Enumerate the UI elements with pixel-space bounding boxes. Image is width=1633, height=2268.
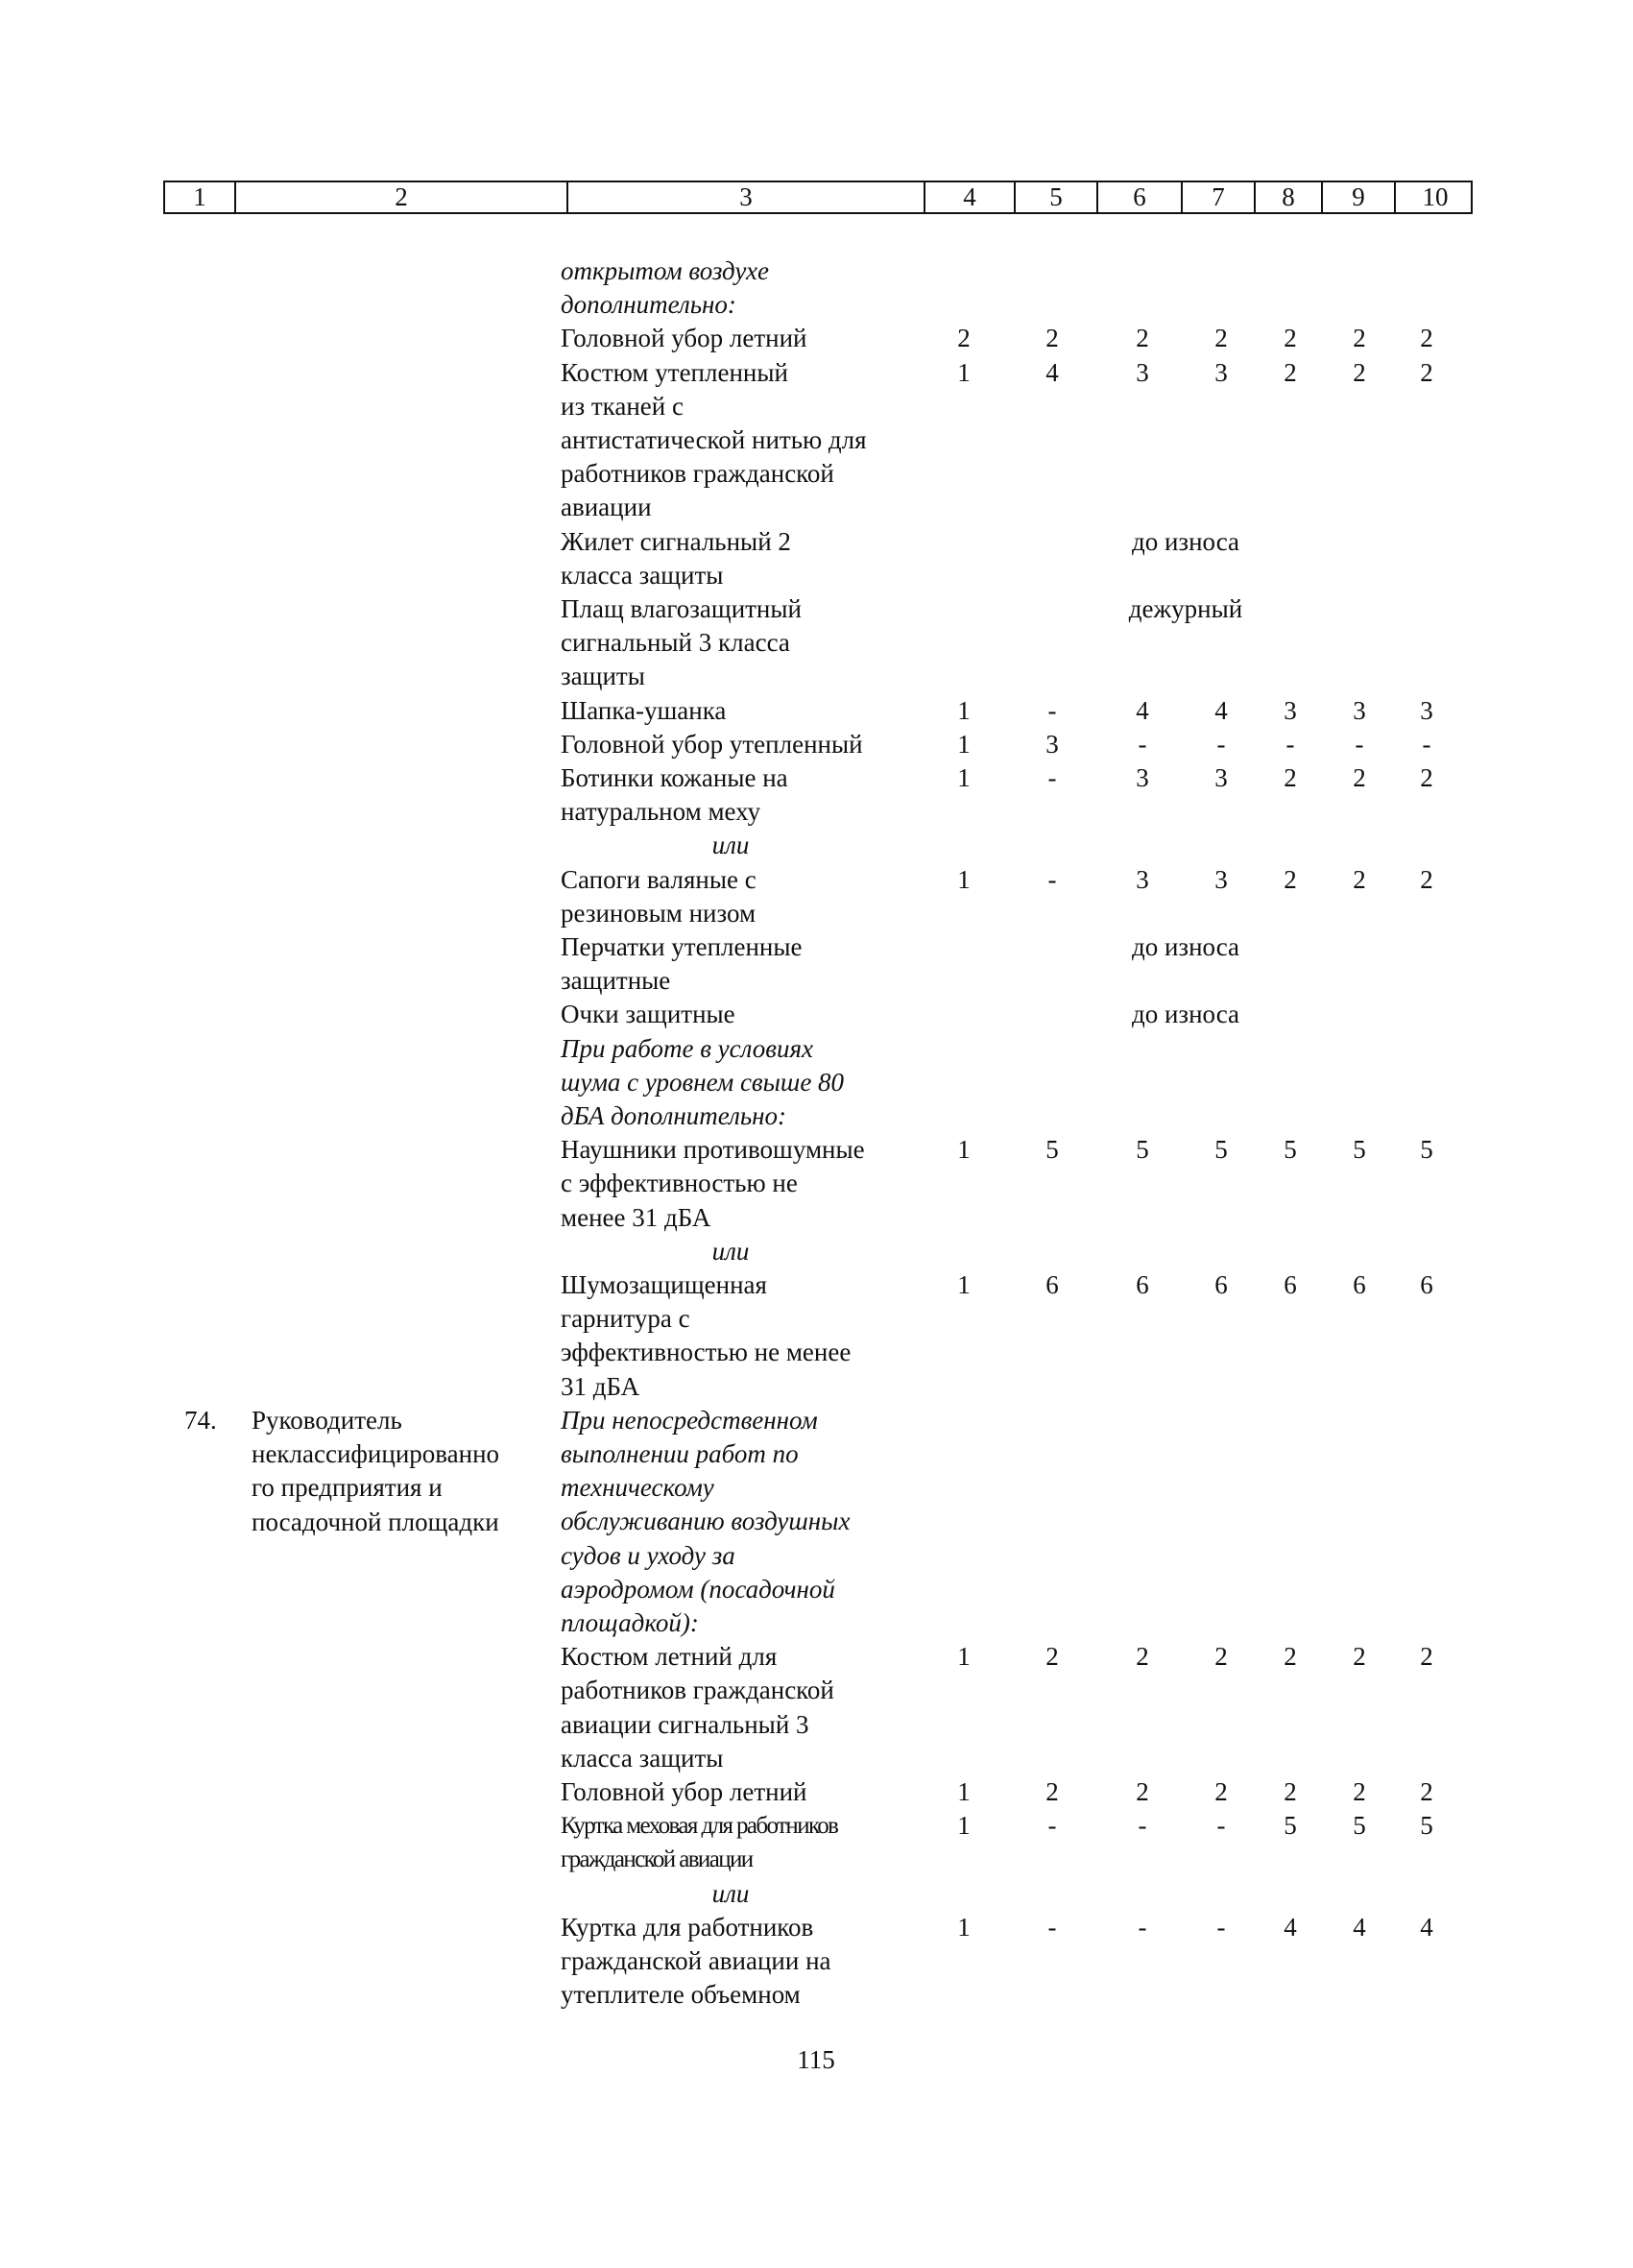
position-title-line: го предприятия и (252, 1473, 443, 1502)
value-col-8: 2 (1284, 865, 1297, 894)
value-col-4: 2 (957, 324, 971, 352)
wear-term-span: до износа (1131, 527, 1240, 556)
item-text: гражданской авиации на (561, 1946, 831, 1975)
value-col-5: 3 (1045, 730, 1059, 759)
value-col-5: - (1047, 865, 1057, 894)
item-text: работников гражданской (561, 459, 834, 488)
value-col-9: 2 (1353, 1642, 1366, 1671)
value-col-4: 1 (957, 1811, 971, 1840)
value-col-5: 2 (1045, 1777, 1059, 1806)
item-text: дБА дополнительно: (561, 1101, 787, 1130)
value-col-8: 2 (1284, 324, 1297, 352)
value-col-9: 2 (1353, 865, 1366, 894)
value-col-5: 2 (1045, 324, 1059, 352)
value-col-9: 3 (1353, 696, 1366, 725)
value-col-10: 3 (1420, 696, 1433, 725)
value-col-6: - (1138, 730, 1147, 759)
value-col-10: 2 (1420, 358, 1433, 387)
position-title-line: посадочной площадки (252, 1508, 499, 1536)
item-text: защиты (561, 662, 645, 690)
item-text: класса защиты (561, 561, 724, 590)
value-col-10: 2 (1420, 1642, 1433, 1671)
value-col-10: 2 (1420, 1777, 1433, 1806)
value-col-5: 6 (1045, 1270, 1059, 1299)
value-col-10: 2 (1420, 763, 1433, 792)
value-col-8: 6 (1284, 1270, 1297, 1299)
item-text: техническому (561, 1473, 714, 1502)
item-text: Наушники противошумные (561, 1135, 865, 1164)
value-col-7: 2 (1214, 324, 1228, 352)
value-col-8: 3 (1284, 696, 1297, 725)
value-col-4: 1 (957, 1913, 971, 1942)
value-col-8: - (1285, 730, 1295, 759)
header-cell-4: 4 (924, 182, 1014, 212)
item-text: гарнитура с (561, 1304, 690, 1333)
item-text: Перчатки утепленные (561, 932, 803, 961)
value-col-4: 1 (957, 1777, 971, 1806)
value-col-6: - (1138, 1811, 1147, 1840)
value-col-9: 2 (1353, 1777, 1366, 1806)
item-text: Куртка для работников (561, 1913, 814, 1942)
item-text: с эффективностью не (561, 1169, 798, 1197)
value-col-4: 1 (957, 358, 971, 387)
item-text: площадкой): (561, 1608, 699, 1637)
item-text: защитные (561, 966, 671, 995)
item-text: антистатической нитью для (561, 425, 867, 454)
value-col-8: 5 (1284, 1135, 1297, 1164)
wear-term-span: дежурный (1128, 594, 1243, 623)
header-cell-5: 5 (1014, 182, 1096, 212)
item-text: утеплителе объемном (561, 1980, 801, 2009)
value-col-7: 2 (1214, 1642, 1228, 1671)
value-col-6: 2 (1136, 1777, 1149, 1806)
header-cell-10: 10 (1394, 182, 1475, 212)
item-text: дополнительно: (561, 290, 736, 319)
item-text: шума с уровнем свыше 80 (561, 1068, 845, 1097)
value-col-5: 5 (1045, 1135, 1059, 1164)
item-text: Головной убор летний (561, 324, 807, 352)
value-col-5: - (1047, 1913, 1057, 1942)
value-col-10: 5 (1420, 1135, 1433, 1164)
value-col-9: 2 (1353, 358, 1366, 387)
wear-term-span: до износа (1131, 1000, 1240, 1028)
wear-term-span: до износа (1131, 932, 1240, 961)
value-col-8: 2 (1284, 1777, 1297, 1806)
item-text: выполнении работ по (561, 1439, 799, 1468)
value-col-4: 1 (957, 696, 971, 725)
item-text: судов и уходу за (561, 1541, 735, 1570)
value-col-6: 5 (1136, 1135, 1149, 1164)
header-cell-8: 8 (1254, 182, 1321, 212)
item-text: натуральном меху (561, 797, 761, 826)
value-col-4: 1 (957, 1642, 971, 1671)
value-col-4: 1 (957, 1270, 971, 1299)
value-col-7: 3 (1214, 865, 1228, 894)
value-col-6: 6 (1136, 1270, 1149, 1299)
value-col-8: 2 (1284, 763, 1297, 792)
value-col-10: - (1422, 730, 1431, 759)
value-col-6: 3 (1136, 358, 1149, 387)
item-text: При непосредственном (561, 1406, 818, 1435)
value-col-6: 4 (1136, 696, 1149, 725)
value-col-7: 3 (1214, 358, 1228, 387)
value-col-9: 2 (1353, 324, 1366, 352)
value-col-9: 2 (1353, 763, 1366, 792)
position-title-line: Руководитель (252, 1406, 402, 1435)
position-title-line: неклассифицированно (252, 1439, 500, 1468)
page-number: 115 (797, 2045, 835, 2074)
value-col-8: 2 (1284, 1642, 1297, 1671)
item-text: резиновым низом (561, 899, 756, 928)
header-cell-2: 2 (234, 182, 566, 212)
value-col-5: 4 (1045, 358, 1059, 387)
item-text: сигнальный 3 класса (561, 628, 790, 657)
or-separator: или (711, 1237, 750, 1266)
value-col-7: - (1216, 730, 1226, 759)
value-col-7: - (1216, 1913, 1226, 1942)
value-col-10: 5 (1420, 1811, 1433, 1840)
value-col-6: 2 (1136, 1642, 1149, 1671)
item-text: авиации (561, 493, 652, 521)
value-col-7: 4 (1214, 696, 1228, 725)
item-text: Очки защитные (561, 1000, 735, 1028)
value-col-9: 4 (1353, 1913, 1366, 1942)
entry-number: 74. (184, 1406, 217, 1435)
value-col-5: - (1047, 1811, 1057, 1840)
header-cell-3: 3 (566, 182, 924, 212)
value-col-7: - (1216, 1811, 1226, 1840)
item-text: Жилет сигнальный 2 (561, 527, 791, 556)
value-col-8: 5 (1284, 1811, 1297, 1840)
item-text: Сапоги валяные с (561, 865, 756, 894)
value-col-9: 5 (1353, 1811, 1366, 1840)
value-col-9: 6 (1353, 1270, 1366, 1299)
value-col-5: - (1047, 763, 1057, 792)
value-col-9: - (1355, 730, 1364, 759)
item-text: работников гражданской (561, 1676, 834, 1704)
or-separator: или (711, 831, 750, 859)
value-col-6: 3 (1136, 763, 1149, 792)
item-text: Костюм утепленный (561, 358, 788, 387)
item-text: Головной убор утепленный (561, 730, 863, 759)
item-text: эффективностью не менее (561, 1338, 852, 1366)
value-col-6: 2 (1136, 324, 1149, 352)
value-col-8: 2 (1284, 358, 1297, 387)
or-separator: или (711, 1879, 750, 1908)
item-text: гражданской авиации (561, 1846, 753, 1872)
header-cell-7: 7 (1181, 182, 1254, 212)
value-col-10: 2 (1420, 865, 1433, 894)
value-col-7: 3 (1214, 763, 1228, 792)
item-text: Плащ влагозащитный (561, 594, 802, 623)
item-text: менее 31 дБА (561, 1203, 711, 1232)
header-cell-9: 9 (1321, 182, 1394, 212)
item-text: Головной убор летний (561, 1777, 807, 1806)
header-cell-6: 6 (1096, 182, 1181, 212)
value-col-10: 4 (1420, 1913, 1433, 1942)
item-text: 31 дБА (561, 1372, 640, 1401)
value-col-7: 6 (1214, 1270, 1228, 1299)
value-col-7: 5 (1214, 1135, 1228, 1164)
item-text: Шумозащищенная (561, 1270, 767, 1299)
value-col-4: 1 (957, 865, 971, 894)
item-text: обслуживанию воздушных (561, 1507, 851, 1535)
item-text: Костюм летний для (561, 1642, 778, 1671)
item-text: Шапка-ушанка (561, 696, 727, 725)
value-col-5: 2 (1045, 1642, 1059, 1671)
item-text: аэродромом (посадочной (561, 1575, 835, 1604)
item-text: из тканей с (561, 392, 684, 421)
item-text: авиации сигнальный 3 (561, 1710, 809, 1739)
header-cell-1: 1 (193, 182, 206, 211)
value-col-4: 1 (957, 1135, 971, 1164)
value-col-9: 5 (1353, 1135, 1366, 1164)
item-text: открытом воздухе (561, 256, 769, 285)
value-col-10: 2 (1420, 324, 1433, 352)
value-col-6: 3 (1136, 865, 1149, 894)
value-col-8: 4 (1284, 1913, 1297, 1942)
item-text: Ботинки кожаные на (561, 763, 788, 792)
value-col-4: 1 (957, 763, 971, 792)
item-text: При работе в условиях (561, 1034, 813, 1063)
value-col-5: - (1047, 696, 1057, 725)
item-text: класса защиты (561, 1744, 724, 1773)
value-col-6: - (1138, 1913, 1147, 1942)
value-col-10: 6 (1420, 1270, 1433, 1299)
value-col-4: 1 (957, 730, 971, 759)
item-text: Куртка меховая для работников (561, 1813, 838, 1839)
value-col-7: 2 (1214, 1777, 1228, 1806)
